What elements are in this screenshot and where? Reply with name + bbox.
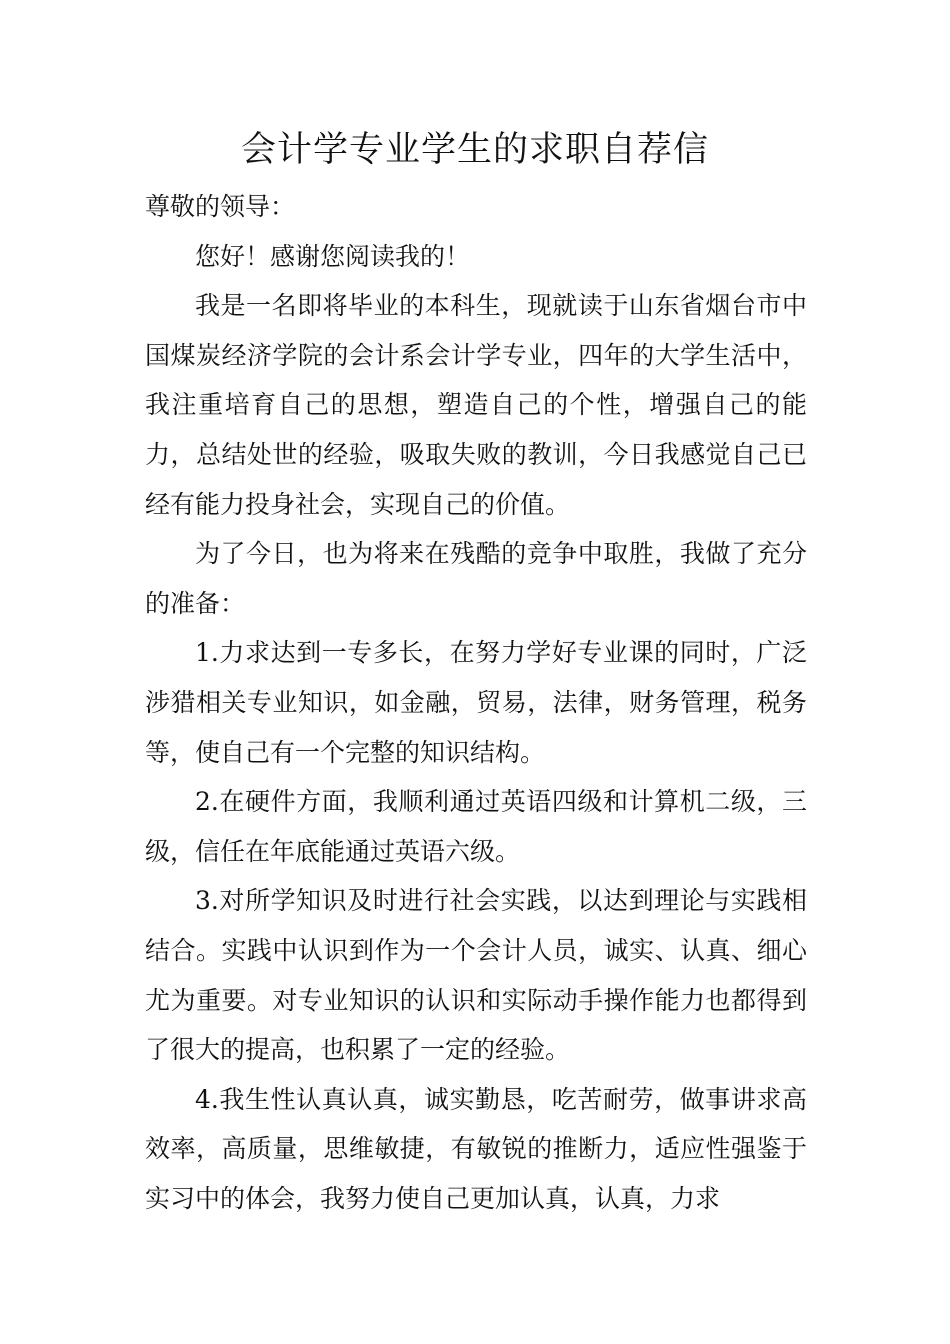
paragraph-point-2: 2.在硬件方面，我顺利通过英语四级和计算机二级，三级，信任在年底能通过英语六级。 — [145, 787, 807, 866]
paragraph-point-4: 4.我生性认真认真，诚实勤恳，吃苦耐劳，做事讲求高效率，高质量，思维敏捷，有敏锐的推断力，适应性强鉴于实习中的体会，我努力使自己更加认真，认真，力求 — [145, 1084, 807, 1213]
document-title: 会计学专业学生的求职自荐信 — [240, 130, 709, 170]
paragraph-point-3: 3.对所学知识及时进行社会实践，以达到理论与实践相结合。实践中认识到作为一个会计人员，诚实、认真、细心尤为重要。对专业知识的认识和实际动手操作能力也都得到了很大的提高，也积累了一定的经验。 — [145, 886, 807, 1065]
paragraph-greeting: 您好！感谢您阅读我的！ — [195, 241, 471, 271]
paragraph-point-1: 1.力求达到一专多长，在努力学好专业课的同时，广泛涉猎相关专业知识，如金融，贸易，法律，财务管理，税务等，使自己有一个完整的知识结构。 — [145, 638, 807, 767]
salutation: 尊敬的领导： — [145, 192, 296, 221]
paragraph-preparation: 为了今日，也为将来在残酷的竞争中取胜，我做了充分的准备： — [145, 539, 807, 618]
document-body — [145, 182, 807, 1223]
paragraph-introduction: 我是一名即将毕业的本科生，现就读于山东省烟台市中国煤炭经济学院的会计系会计学专业，四年的大学生活中，我注重培育自己的思想，塑造自己的个性，增强自己的能力，总结处世的经验，吸取失败的教训，今日我感觉自己已经有能力投身社会，实现自己的价值。 — [145, 291, 807, 519]
